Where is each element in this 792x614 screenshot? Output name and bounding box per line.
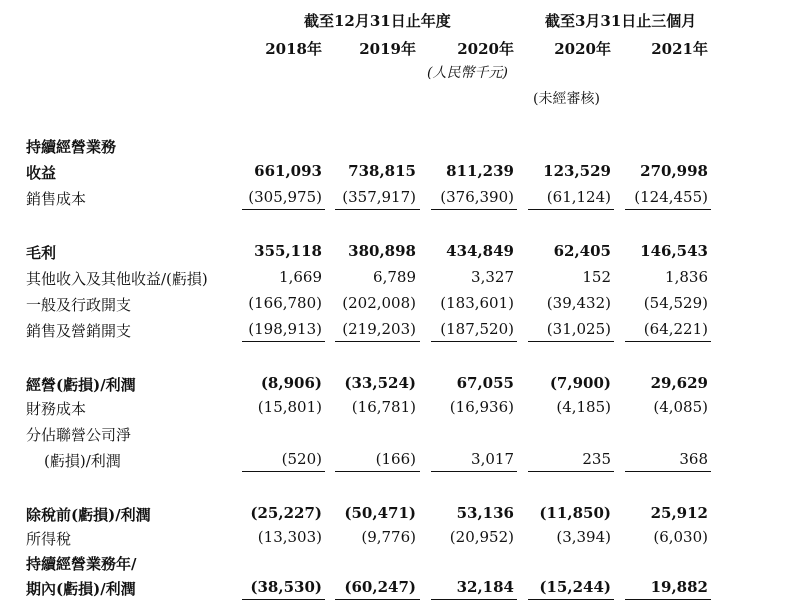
header-year-2018: 2018年 [265,40,322,58]
cell-value: 67,055 [456,374,514,392]
subtotal-rule [528,471,614,472]
cell-value: (198,913) [248,320,322,338]
cell-value: 123,529 [543,162,611,180]
subtotal-rule [528,209,614,210]
cell-value: (15,244) [539,578,611,596]
cell-value: (4,085) [653,398,708,416]
cell-value: (31,025) [546,320,611,338]
cell-value: 380,898 [348,242,416,260]
cell-value: (33,524) [344,374,416,392]
cell-value: 434,849 [446,242,514,260]
subtotal-rule [625,599,711,600]
cell-value: 19,882 [650,578,708,596]
cell-value: 355,118 [254,242,322,260]
cell-value: (4,185) [556,398,611,416]
row-label: 收益 [26,164,57,182]
row-label: 經營(虧損)/利潤 [26,376,136,394]
row-label: 財務成本 [26,400,87,418]
subtotal-rule [528,599,614,600]
cell-value: (219,203) [342,320,416,338]
subtotal-rule [335,209,420,210]
cell-value: 3,017 [471,450,514,468]
cell-value: 3,327 [471,268,514,286]
subtotal-rule [431,599,517,600]
cell-value: (8,906) [260,374,322,392]
cell-value: (64,221) [643,320,708,338]
cell-value: 811,239 [446,162,514,180]
cell-value: (3,394) [556,528,611,546]
subtotal-rule [335,599,420,600]
cell-value: 368 [679,450,708,468]
cell-value: (25,227) [250,504,322,522]
cell-value: 1,836 [665,268,708,286]
row-label: 毛利 [26,244,57,262]
subtotal-rule [242,599,325,600]
cell-value: (38,530) [250,578,322,596]
cell-value: (357,917) [342,188,416,206]
cell-value: (166,780) [248,294,322,312]
row-label: 持續經營業務 [26,138,117,156]
header-period-quarter: 截至3月31日止三個月 [545,12,697,30]
cell-value: (39,432) [546,294,611,312]
subtotal-rule [242,209,325,210]
cell-value: (60,247) [344,578,416,596]
subtotal-rule [335,471,420,472]
unaudited-note: (未經審核) [533,91,600,107]
header-period-annual: 截至12月31日止年度 [304,12,451,30]
row-label: 所得稅 [26,530,72,548]
cell-value: 738,815 [348,162,416,180]
row-label: 銷售成本 [26,190,87,208]
cell-value: (50,471) [344,504,416,522]
row-label: 其他收入及其他收益/(虧損) [26,270,208,288]
cell-value: (13,303) [257,528,322,546]
cell-value: 53,136 [456,504,514,522]
subtotal-rule [431,471,517,472]
cell-value: 270,998 [640,162,708,180]
cell-value: (520) [281,450,322,468]
row-label: (虧損)/利潤 [44,452,121,470]
cell-value: (202,008) [342,294,416,312]
cell-value: 32,184 [456,578,514,596]
subtotal-rule [431,209,517,210]
row-label: 銷售及營銷開支 [26,322,132,340]
cell-value: (7,900) [549,374,611,392]
cell-value: (187,520) [440,320,514,338]
cell-value: (54,529) [643,294,708,312]
subtotal-rule [625,209,711,210]
row-label: 期內(虧損)/利潤 [26,580,136,598]
header-year-2019: 2019年 [359,40,416,58]
cell-value: 29,629 [650,374,708,392]
cell-value: (305,975) [248,188,322,206]
header-year-2021-q: 2021年 [651,40,708,58]
cell-value: 152 [582,268,611,286]
cell-value: 235 [582,450,611,468]
cell-value: 6,789 [373,268,416,286]
subtotal-rule [335,341,420,342]
cell-value: 1,669 [279,268,322,286]
header-year-2020: 2020年 [457,40,514,58]
header-year-2020-q: 2020年 [554,40,611,58]
cell-value: (183,601) [440,294,514,312]
cell-value: (124,455) [634,188,708,206]
cell-value: (16,936) [449,398,514,416]
cell-value: (376,390) [440,188,514,206]
cell-value: (9,776) [361,528,416,546]
cell-value: (166) [375,450,416,468]
subtotal-rule [625,341,711,342]
cell-value: (16,781) [351,398,416,416]
subtotal-rule [242,471,325,472]
cell-value: (20,952) [449,528,514,546]
cell-value: 661,093 [254,162,322,180]
cell-value: (6,030) [653,528,708,546]
cell-value: (61,124) [546,188,611,206]
subtotal-rule [625,471,711,472]
row-label: 一般及行政開支 [26,296,132,314]
cell-value: (15,801) [257,398,322,416]
subtotal-rule [528,341,614,342]
subtotal-rule [242,341,325,342]
row-label: 分佔聯營公司淨 [26,426,132,444]
unit-note: (人民幣千元) [427,65,508,81]
subtotal-rule [431,341,517,342]
cell-value: (11,850) [539,504,611,522]
cell-value: 25,912 [650,504,708,522]
row-label: 持續經營業務年/ [26,555,137,573]
cell-value: 146,543 [640,242,708,260]
cell-value: 62,405 [553,242,611,260]
row-label: 除稅前(虧損)/利潤 [26,506,151,524]
